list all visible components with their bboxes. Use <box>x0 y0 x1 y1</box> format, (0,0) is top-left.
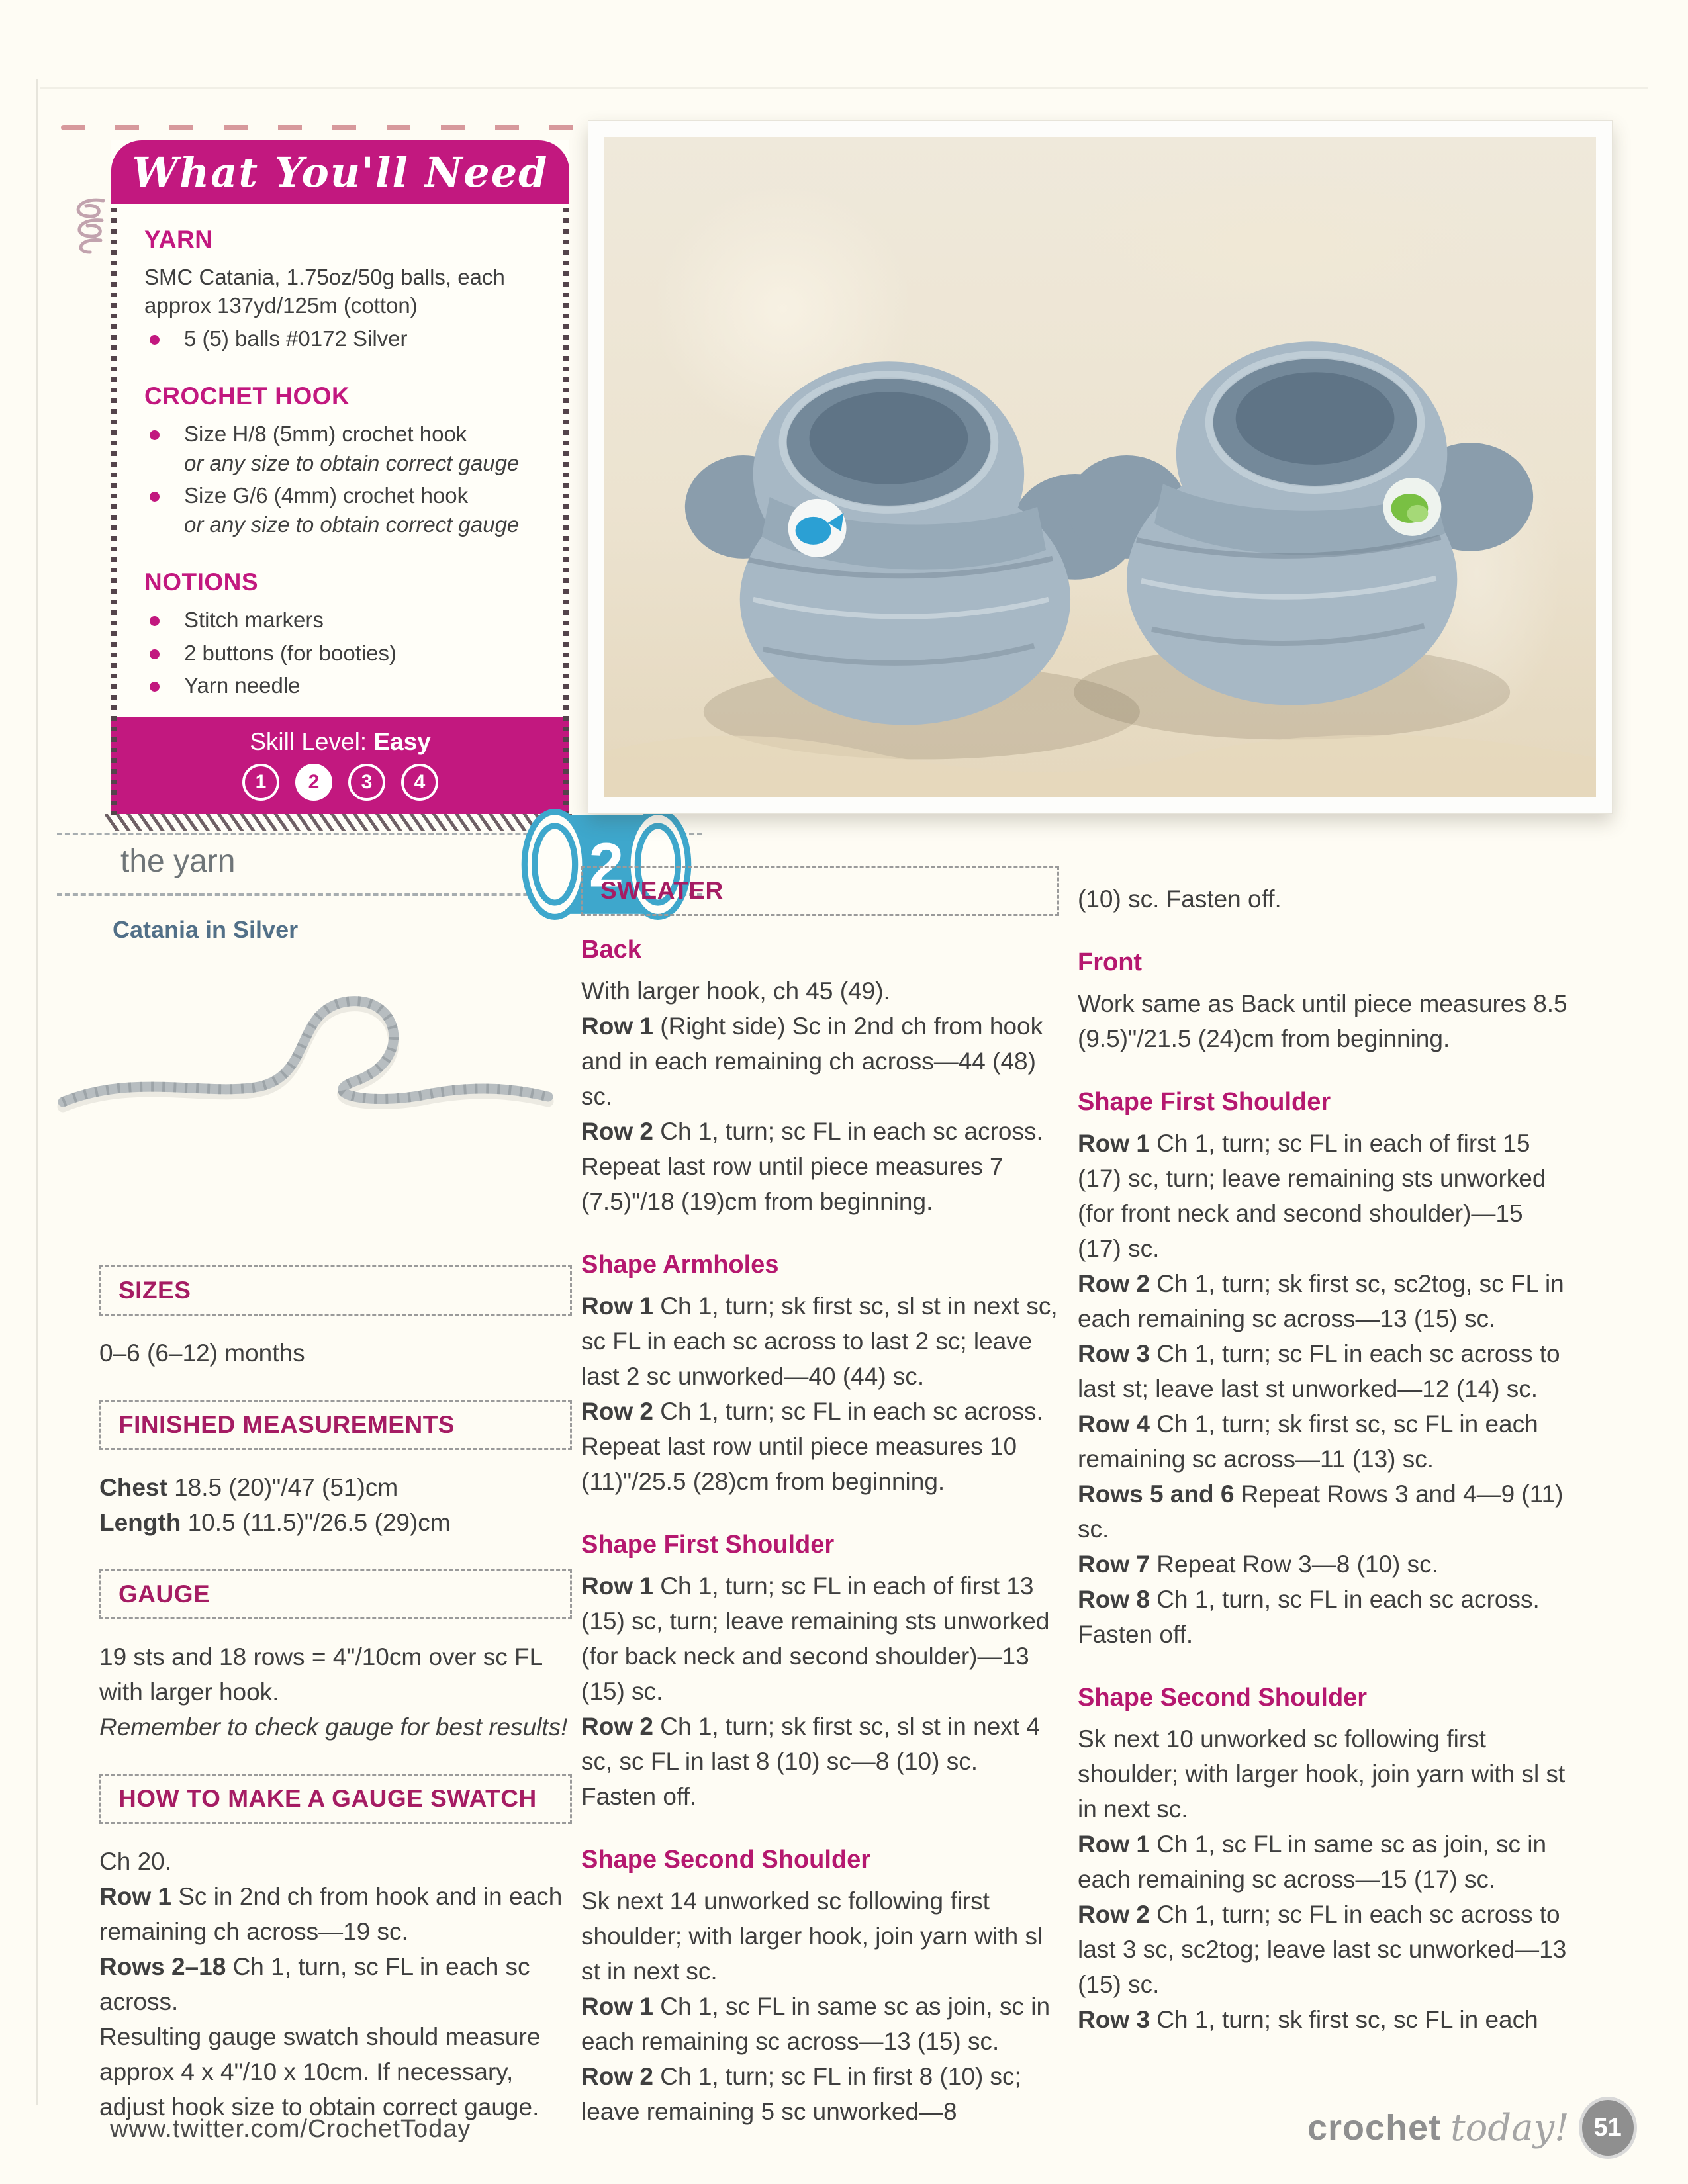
hook-item: Size G/6 (4mm) crochet hook <box>184 483 469 508</box>
instruction-line: Row 3 Ch 1, turn; sc FL in each sc across to last st; leave last st unworked—12 (14) sc. <box>1078 1340 1560 1402</box>
hook-bullet <box>144 481 540 539</box>
scan-red-marks <box>61 125 610 130</box>
instruction-line: Sk next 10 unworked sc following first shoulder; with larger hook, join yarn with sl st in next sc. <box>1078 1725 1566 1823</box>
right-bootie <box>1067 341 1533 705</box>
shape-armholes-heading: Shape Armholes <box>581 1251 779 1279</box>
sizes-heading: SIZES <box>118 1277 191 1304</box>
sizes-section-header <box>99 1265 572 1316</box>
gauge-note: Remember to check gauge for best results! <box>99 1713 568 1741</box>
gauge-text: 19 sts and 18 rows = 4"/10cm over sc FL with larger hook. <box>99 1643 542 1706</box>
middle-column <box>581 866 1059 2129</box>
instruction-line: Row 4 Ch 1, turn; sk first sc, sc FL in each remaining sc across—11 (13) sc. <box>1078 1410 1538 1473</box>
instruction-line: With larger hook, ch 45 (49). <box>581 978 890 1005</box>
instruction-line: Row 1 Ch 1, turn; sk first sc, sl st in next sc, sc FL in each sc across to last 2 sc; leave last 2 sc unworked—40 (44) sc. <box>581 1293 1058 1390</box>
instruction-line: Repeat last row until piece measures 10 (11)"/25.5 (28)cm from beginning. <box>581 1433 1017 1495</box>
skill-level-label: Skill Level: <box>250 727 367 755</box>
yarn-bullet: 5 (5) balls #0172 Silver <box>144 324 540 353</box>
hook-item: Size H/8 (5mm) crochet hook <box>184 422 467 447</box>
finished-measurements-heading: FINISHED MEASUREMENTS <box>118 1411 455 1438</box>
instruction-line: Sk next 14 unworked sc following first shoulder; with larger hook, join yarn with sl st in next sc. <box>581 1888 1043 1985</box>
stitch-border-right <box>563 208 569 815</box>
stitch-border-bottom <box>105 814 576 831</box>
front-heading: Front <box>1078 948 1143 976</box>
skill-circle-3: 3 <box>348 764 385 801</box>
back-heading: Back <box>581 936 641 964</box>
instruction-line: Row 1 Sc in 2nd ch from hook and in each remaining ch across—19 sc. <box>99 1883 563 1945</box>
instruction-line: Row 2 Ch 1, turn; sk first sc, sl st in next 4 sc, sc FL in last 8 (10) sc—8 (10) sc. Fasten off. <box>581 1713 1040 1810</box>
gauge-swatch-header <box>99 1774 572 1824</box>
instruction-line: Row 7 Repeat Row 3—8 (10) sc. <box>1078 1551 1438 1578</box>
left-column <box>99 1265 572 2124</box>
what-youll-need-box <box>111 140 569 831</box>
shape-first-shoulder-heading: Shape First Shoulder <box>1078 1088 1331 1116</box>
shape-second-shoulder-heading: Shape Second Shoulder <box>581 1846 871 1874</box>
instruction-line: Repeat last row until piece measures 7 (7.5)"/18 (19)cm from beginning. <box>581 1153 1004 1215</box>
instruction-line: Rows 2–18 Ch 1, turn, sc FL in each sc across. <box>99 1953 530 2015</box>
yarn-strand-image <box>53 960 556 1158</box>
shape-second-shoulder-heading: Shape Second Shoulder <box>1078 1684 1368 1711</box>
instruction-line: Row 1 (Right side) Sc in 2nd ch from hook and in each remaining ch across—44 (48) sc. <box>581 1013 1043 1110</box>
yarn-intro-line: SMC Catania, 1.75oz/50g balls, each <box>144 264 505 289</box>
what-youll-need-content <box>111 204 569 700</box>
left-bootie <box>685 361 1138 725</box>
stitch-border-left <box>111 208 117 815</box>
the-yarn-label: the yarn <box>120 844 236 879</box>
logo-word-today: today! <box>1450 2106 1570 2150</box>
instruction-line: Row 3 Ch 1, turn; sk first sc, sc FL in each <box>1078 2006 1538 2033</box>
instruction-line: Row 2 Ch 1, turn; sc FL in each sc across. <box>581 1118 1043 1145</box>
skill-level-text <box>111 728 569 756</box>
instruction-line: Resulting gauge swatch should measure approx 4 x 4"/10 x 10cm. If necessary, adjust hook size to obtain correct gauge. <box>99 2023 541 2120</box>
shape-first-shoulder-heading: Shape First Shoulder <box>581 1531 835 1559</box>
yarn-intro-line: approx 137yd/125m (cotton) <box>144 293 418 318</box>
booties-photo-scene <box>604 137 1596 797</box>
green-button <box>1391 494 1428 523</box>
gauge-swatch-heading: HOW TO MAKE A GAUGE SWATCH <box>118 1785 537 1812</box>
skill-circle-4: 4 <box>401 764 438 801</box>
instruction-line: Row 2 Ch 1, turn; sc FL in each sc across. <box>581 1398 1043 1425</box>
instruction-line: Row 1 Ch 1, sc FL in same sc as join, sc in each remaining sc across—13 (15) sc. <box>581 1993 1051 2055</box>
page-edge-line <box>36 79 38 2105</box>
instruction-line: Row 2 Ch 1, turn; sc FL in first 8 (10) sc; leave remaining 5 sc unworked—8 <box>581 2063 1021 2125</box>
hook-bullet <box>144 420 540 477</box>
skill-level-value: Easy <box>373 727 431 755</box>
measurement-line: Length 10.5 (11.5)"/26.5 (29)cm <box>99 1509 451 1536</box>
booties-photo <box>588 120 1613 814</box>
skill-circle-1: 1 <box>242 764 279 801</box>
magazine-logo <box>1307 2097 1637 2159</box>
sweater-heading: SWEATER <box>600 877 724 904</box>
page-number-badge: 51 <box>1579 2097 1637 2159</box>
instruction-line: Work same as Back until piece measures 8.5 (9.5)"/21.5 (24)cm from beginning. <box>1078 990 1568 1052</box>
yarn-weight-number: 2 <box>588 830 624 901</box>
gauge-section-header <box>99 1569 572 1619</box>
yarn-heading: YARN <box>144 226 213 253</box>
gauge-heading: GAUGE <box>118 1580 211 1608</box>
logo-word-crochet: crochet <box>1307 2108 1442 2148</box>
yarn-caption: Catania in Silver <box>113 916 299 943</box>
instruction-line: Row 1 Ch 1, turn; sc FL in each of first 15 (17) sc, turn; leave remaining sts unworked (for front neck and second shoulder)—15 (17) sc. <box>1078 1130 1546 1262</box>
finished-measurements-header <box>99 1400 572 1450</box>
sizes-text: 0–6 (6–12) months <box>99 1340 305 1367</box>
hook-note: or any size to obtain correct gauge <box>184 512 520 537</box>
notion-bullet: Yarn needle <box>144 671 540 700</box>
skill-level-bar <box>111 717 569 814</box>
continued-line: (10) sc. Fasten off. <box>1078 886 1282 913</box>
what-youll-need-header <box>111 140 569 204</box>
instruction-line: Ch 20. <box>99 1848 172 1875</box>
twitter-url: www.twitter.com/CrochetToday <box>110 2115 471 2143</box>
instruction-line: Row 8 Ch 1, turn, sc FL in each sc across. Fasten off. <box>1078 1586 1540 1648</box>
scan-artifact-line <box>40 87 1648 89</box>
instruction-line: Row 1 Ch 1, turn; sc FL in each of first 13 (15) sc, turn; leave remaining sts unworked (for back neck and second shoulder)—13 (15) sc. <box>581 1572 1050 1705</box>
skill-circle-2-active: 2 <box>295 764 332 801</box>
notion-bullet: 2 buttons (for booties) <box>144 639 540 668</box>
instruction-line: Row 2 Ch 1, turn; sc FL in each sc across to last 3 sc, sc2tog; leave last sc unworked—13 (15) sc. <box>1078 1901 1567 1998</box>
thread-coil-icon <box>64 195 110 255</box>
sweater-section-header <box>581 866 1059 916</box>
instruction-line: Row 1 Ch 1, sc FL in same sc as join, sc in each remaining sc across—15 (17) sc. <box>1078 1831 1547 1893</box>
notion-bullet: Stitch markers <box>144 606 540 635</box>
notions-heading: NOTIONS <box>144 569 259 596</box>
crochet-hook-heading: CROCHET HOOK <box>144 383 350 410</box>
hook-note: or any size to obtain correct gauge <box>184 450 520 475</box>
right-column <box>1078 882 1573 2037</box>
skill-level-scale <box>111 764 569 801</box>
measurement-line: Chest 18.5 (20)"/47 (51)cm <box>99 1474 399 1501</box>
instruction-line: Rows 5 and 6 Repeat Rows 3 and 4—9 (11) sc. <box>1078 1480 1564 1543</box>
box-title: What You'll Need <box>132 148 549 197</box>
instruction-line: Row 2 Ch 1, turn; sk first sc, sc2tog, sc FL in each remaining sc across—13 (15) sc. <box>1078 1270 1564 1332</box>
